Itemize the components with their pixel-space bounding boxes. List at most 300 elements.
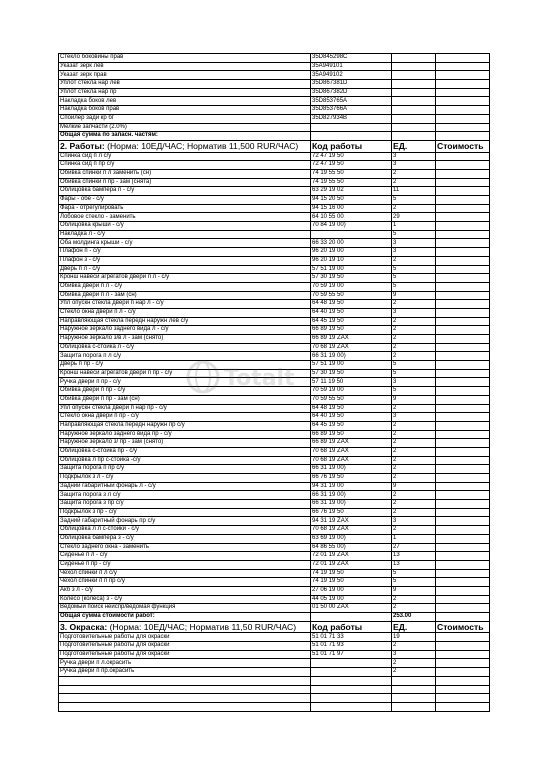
work-code-cell: 35D867381D bbox=[311, 80, 392, 89]
cost-cell bbox=[436, 161, 490, 170]
cost-cell bbox=[436, 62, 490, 71]
description-cell: Сиденье п л - с/у bbox=[59, 552, 311, 561]
work-code-cell: 94 15 20 50 bbox=[311, 196, 392, 205]
table-row bbox=[59, 526, 490, 535]
description-cell: Спинка сид п пр с/у bbox=[59, 161, 311, 170]
section-norm: (Норма: 10ЕД/ЧАС; Норматив 11,500 RUR/ЧАС) bbox=[104, 141, 299, 152]
units-cell: 11 bbox=[392, 187, 436, 196]
cost-cell bbox=[436, 114, 490, 123]
cost-cell bbox=[436, 282, 490, 291]
description-cell: Подкрылок з л - с/у bbox=[59, 474, 311, 483]
description-cell: Дверь п л - с/у bbox=[59, 265, 311, 274]
cost-cell bbox=[436, 230, 490, 239]
table-row bbox=[59, 604, 490, 613]
work-code-cell: 70 59 55 50 bbox=[311, 291, 392, 300]
cost-cell bbox=[436, 465, 490, 474]
estimate-table-body bbox=[59, 54, 490, 712]
description-cell: Колесо (колеса) з - с/у bbox=[59, 595, 311, 604]
total-row bbox=[59, 613, 490, 622]
description-cell: Ручка двери п пр - с/у bbox=[59, 378, 311, 387]
description-cell: Фары - обе - с/у bbox=[59, 196, 311, 205]
work-code-cell bbox=[311, 613, 392, 622]
work-code-cell: 70 68 19 ZAX bbox=[311, 447, 392, 456]
units-cell: 9 bbox=[392, 482, 436, 491]
cost-cell bbox=[436, 702, 490, 711]
cost-cell bbox=[436, 369, 490, 378]
work-code-cell: 51 01 71 33 bbox=[311, 633, 392, 642]
work-code-cell bbox=[311, 694, 392, 703]
description-cell: Упл опускн стекла двери п нар пр - с/у bbox=[59, 404, 311, 413]
units-cell bbox=[392, 54, 436, 63]
units-cell: 9 bbox=[392, 291, 436, 300]
table-row bbox=[59, 430, 490, 439]
description-cell: Облицовка бампера з - с/у bbox=[59, 534, 311, 543]
cost-cell bbox=[436, 196, 490, 205]
description-cell: Защита порога з л с/у bbox=[59, 491, 311, 500]
description-cell: Облицовка с-стойка л - с/у bbox=[59, 343, 311, 352]
work-code-cell: 72 47 19 50 bbox=[311, 152, 392, 161]
cost-cell bbox=[436, 71, 490, 80]
units-cell: 19 bbox=[392, 633, 436, 642]
description-cell: Задний габаритный фонарь л - с/у bbox=[59, 482, 311, 491]
units-cell: 5 bbox=[392, 578, 436, 587]
units-cell: 2 bbox=[392, 404, 436, 413]
work-code-cell: 66 89 19 ZAX bbox=[311, 335, 392, 344]
work-code-cell: 70 68 19 ZAX bbox=[311, 456, 392, 465]
table-row bbox=[59, 161, 490, 170]
units-cell: 3 bbox=[392, 413, 436, 422]
description-cell: Мелкие запчасти (2.0%) bbox=[59, 123, 311, 132]
cost-cell bbox=[436, 152, 490, 161]
work-code-cell bbox=[311, 668, 392, 677]
units-cell: 9 bbox=[392, 586, 436, 595]
description-cell: Чехол спинки п п пр с/у bbox=[59, 578, 311, 587]
table-row bbox=[59, 676, 490, 685]
table-row bbox=[59, 256, 490, 265]
units-cell bbox=[392, 97, 436, 106]
cost-cell bbox=[436, 456, 490, 465]
work-code-cell: 66 76 19 50 bbox=[311, 508, 392, 517]
table-row bbox=[59, 482, 490, 491]
cost-cell bbox=[436, 378, 490, 387]
table-row bbox=[59, 560, 490, 569]
cost-cell bbox=[436, 508, 490, 517]
units-cell: 5 bbox=[392, 369, 436, 378]
cost-cell bbox=[436, 97, 490, 106]
description-cell: Подготовительные работы для окраски bbox=[59, 650, 311, 659]
work-code-cell: 94 15 16 00 bbox=[311, 204, 392, 213]
units-cell bbox=[392, 71, 436, 80]
cost-cell bbox=[436, 560, 490, 569]
table-row bbox=[59, 196, 490, 205]
table-row bbox=[59, 595, 490, 604]
description-cell: Дверь п пр - с/у bbox=[59, 361, 311, 370]
work-code-cell: 57 30 19 50 bbox=[311, 274, 392, 283]
work-code-cell: 74 19 55 50 bbox=[311, 169, 392, 178]
table-row bbox=[59, 71, 490, 80]
cost-cell bbox=[436, 534, 490, 543]
cost-cell bbox=[436, 265, 490, 274]
cost-cell bbox=[436, 447, 490, 456]
description-cell: Обивка двери п л - с/у bbox=[59, 282, 311, 291]
table-row bbox=[59, 265, 490, 274]
description-cell: Облицовка л л с-стойки - с/у bbox=[59, 526, 311, 535]
work-code-cell: 64 86 55 00) bbox=[311, 543, 392, 552]
cost-cell bbox=[436, 300, 490, 309]
work-code-cell: 64 40 19 50 bbox=[311, 413, 392, 422]
cost-cell bbox=[436, 500, 490, 509]
units-cell: 2 bbox=[392, 439, 436, 448]
table-row bbox=[59, 404, 490, 413]
units-cell bbox=[392, 123, 436, 132]
table-row bbox=[59, 702, 490, 711]
table-row bbox=[59, 282, 490, 291]
work-code-cell: 35D867382D bbox=[311, 88, 392, 97]
work-code-cell: 70 84 19 00) bbox=[311, 222, 392, 231]
total-row bbox=[59, 132, 490, 141]
units-cell: 5 bbox=[392, 265, 436, 274]
work-code-cell: 44 05 19 00 bbox=[311, 595, 392, 604]
work-code-cell: 63 69 19 00) bbox=[311, 534, 392, 543]
description-cell: Общая сумма по запасн. частям: bbox=[59, 132, 311, 141]
description-cell: Уплот стекла нар пр bbox=[59, 88, 311, 97]
description-cell: Облицовка бампера п - с/у bbox=[59, 187, 311, 196]
table-row bbox=[59, 204, 490, 213]
units-cell: 2 bbox=[392, 491, 436, 500]
cost-cell bbox=[436, 613, 490, 622]
table-row bbox=[59, 361, 490, 370]
units-cell: 2 bbox=[392, 456, 436, 465]
units-cell: 5 bbox=[392, 274, 436, 283]
cost-cell bbox=[436, 361, 490, 370]
table-row bbox=[59, 343, 490, 352]
table-row bbox=[59, 642, 490, 651]
cost-cell bbox=[436, 668, 490, 677]
work-code-cell: 35D853766A bbox=[311, 106, 392, 115]
table-row bbox=[59, 552, 490, 561]
estimate-table bbox=[58, 53, 490, 712]
cost-cell bbox=[436, 569, 490, 578]
work-code-cell bbox=[311, 123, 392, 132]
units-cell bbox=[392, 80, 436, 89]
table-row bbox=[59, 474, 490, 483]
units-cell: 5 bbox=[392, 230, 436, 239]
description-cell: Чехол спинки п л с/у bbox=[59, 569, 311, 578]
table-row bbox=[59, 650, 490, 659]
cost-cell bbox=[436, 132, 490, 141]
table-row bbox=[59, 500, 490, 509]
table-row bbox=[59, 395, 490, 404]
units-cell: 9 bbox=[392, 395, 436, 404]
units-cell: 5 bbox=[392, 361, 436, 370]
work-code-cell bbox=[311, 659, 392, 668]
cost-cell bbox=[436, 642, 490, 651]
work-code-cell: 01 50 00 ZAX bbox=[311, 604, 392, 613]
work-code-cell: 96 20 19 00 bbox=[311, 248, 392, 257]
description-cell bbox=[59, 140, 311, 152]
work-code-cell: 70 59 19 00 bbox=[311, 282, 392, 291]
work-code-cell: 35D827934B bbox=[311, 114, 392, 123]
work-code-cell: 70 68 19 ZAX bbox=[311, 343, 392, 352]
section-title: 3. Окраска: bbox=[60, 622, 108, 633]
work-code-cell: 64 48 19 50 bbox=[311, 300, 392, 309]
units-cell: 3 bbox=[392, 378, 436, 387]
table-row bbox=[59, 114, 490, 123]
description-cell: Стекло окна двери п пр - с/у bbox=[59, 413, 311, 422]
description-cell: Обивка спинки п л заменить (сн) bbox=[59, 169, 311, 178]
units-cell: 2 bbox=[392, 659, 436, 668]
units-cell bbox=[392, 702, 436, 711]
units-cell: 5 bbox=[392, 282, 436, 291]
description-cell: Наружное зеркало заднего вида пр - с/у bbox=[59, 430, 311, 439]
work-code-cell bbox=[311, 685, 392, 694]
cost-cell bbox=[436, 595, 490, 604]
table-row bbox=[59, 62, 490, 71]
description-cell: Стекло окна двери п л - с/у bbox=[59, 308, 311, 317]
description-cell: Наружное зеркало заднего вида л - с/у bbox=[59, 326, 311, 335]
units-cell: 3 bbox=[392, 308, 436, 317]
description-cell: Уплот стекла нар лев bbox=[59, 80, 311, 89]
units-cell: 2 bbox=[392, 668, 436, 677]
description-cell: Ведомый поиск неиспр/ведомая функция bbox=[59, 604, 311, 613]
cost-cell bbox=[436, 659, 490, 668]
table-row bbox=[59, 456, 490, 465]
units-cell: 2 bbox=[392, 526, 436, 535]
work-code-cell: 72 47 19 50 bbox=[311, 161, 392, 170]
units-cell: 5 bbox=[392, 569, 436, 578]
work-code-cell: 57 30 19 50 bbox=[311, 369, 392, 378]
work-code-cell: 51 01 71 97 bbox=[311, 650, 392, 659]
cost-cell bbox=[436, 352, 490, 361]
table-row bbox=[59, 369, 490, 378]
work-code-cell: 66 31 19 00) bbox=[311, 352, 392, 361]
cost-cell bbox=[436, 239, 490, 248]
cost-cell bbox=[436, 633, 490, 642]
description-cell: Общая сумма стоимости работ: bbox=[59, 613, 311, 622]
description-cell bbox=[59, 621, 311, 633]
watermark-text: Totalt bbox=[224, 366, 295, 391]
cost-cell bbox=[436, 88, 490, 97]
description-cell: Обивка спинки п пр - зам (снята) bbox=[59, 178, 311, 187]
table-row bbox=[59, 586, 490, 595]
cost-cell bbox=[436, 123, 490, 132]
work-code-cell: 66 31 19 00) bbox=[311, 491, 392, 500]
cost-cell bbox=[436, 491, 490, 500]
work-code-cell bbox=[311, 132, 392, 141]
table-row bbox=[59, 308, 490, 317]
description-cell: Указат зерк прав bbox=[59, 71, 311, 80]
description-cell: Спинка сид п л с/у bbox=[59, 152, 311, 161]
cost-cell bbox=[436, 604, 490, 613]
description-cell: Облицовка л пр с-стойка -с/у bbox=[59, 456, 311, 465]
cost-cell bbox=[436, 526, 490, 535]
units-cell: 3 bbox=[392, 161, 436, 170]
cost-cell bbox=[436, 430, 490, 439]
work-code-cell bbox=[311, 702, 392, 711]
description-cell: Обивка двери п пр - зам (сн) bbox=[59, 395, 311, 404]
units-cell: 2 bbox=[392, 642, 436, 651]
section-title: 2. Работы: bbox=[60, 141, 105, 152]
table-row bbox=[59, 659, 490, 668]
description-cell bbox=[59, 685, 311, 694]
description-cell: Накладка боков лев bbox=[59, 97, 311, 106]
description-cell: Стекло боковины прав bbox=[59, 54, 311, 63]
description-cell: Задний габаритный фонарь пр с/у bbox=[59, 517, 311, 526]
cost-cell bbox=[436, 439, 490, 448]
work-code-cell: 66 89 19 50 bbox=[311, 430, 392, 439]
units-cell: ЕД. bbox=[392, 140, 436, 152]
work-code-cell: 72 01 19 ZAX bbox=[311, 560, 392, 569]
table-row bbox=[59, 387, 490, 396]
units-cell: 2 bbox=[392, 317, 436, 326]
work-code-cell: 35D845298C bbox=[311, 54, 392, 63]
description-cell bbox=[59, 676, 311, 685]
description-cell: Облицовка с-стойка пр - с/у bbox=[59, 447, 311, 456]
table-row bbox=[59, 178, 490, 187]
units-cell: 1 bbox=[392, 534, 436, 543]
cost-cell bbox=[436, 404, 490, 413]
work-code-cell: 66 31 19 00) bbox=[311, 465, 392, 474]
table-row bbox=[59, 335, 490, 344]
cost-cell bbox=[436, 517, 490, 526]
cost-cell bbox=[436, 413, 490, 422]
work-code-cell: 64 10 55 00 bbox=[311, 213, 392, 222]
table-row bbox=[59, 230, 490, 239]
table-row bbox=[59, 491, 490, 500]
table-row bbox=[59, 508, 490, 517]
work-code-cell: 94 31 19 00 bbox=[311, 482, 392, 491]
description-cell: Плафон з - с/у bbox=[59, 256, 311, 265]
table-row bbox=[59, 222, 490, 231]
cost-cell bbox=[436, 578, 490, 587]
units-cell: 2 bbox=[392, 447, 436, 456]
table-row bbox=[59, 447, 490, 456]
cost-cell bbox=[436, 676, 490, 685]
description-cell: Ручка двери п пр.окрасить bbox=[59, 668, 311, 677]
cost-cell bbox=[436, 256, 490, 265]
table-row bbox=[59, 569, 490, 578]
units-cell: 2 bbox=[392, 508, 436, 517]
table-row bbox=[59, 517, 490, 526]
units-cell bbox=[392, 694, 436, 703]
table-row bbox=[59, 534, 490, 543]
table-row bbox=[59, 694, 490, 703]
work-code-cell: 72 01 19 ZAX bbox=[311, 552, 392, 561]
table-row bbox=[59, 106, 490, 115]
description-cell: Защита порога з пр с/у bbox=[59, 500, 311, 509]
cost-cell bbox=[436, 106, 490, 115]
cost-cell bbox=[436, 543, 490, 552]
units-cell: 2 bbox=[392, 595, 436, 604]
work-code-cell: 94 31 19 ZAX bbox=[311, 517, 392, 526]
units-cell: 3 bbox=[392, 517, 436, 526]
work-code-cell: 74 19 55 50 bbox=[311, 178, 392, 187]
description-cell: Подготовительные работы для окраски bbox=[59, 642, 311, 651]
units-cell: 2 bbox=[392, 178, 436, 187]
work-code-cell: 27 06 19 00 bbox=[311, 586, 392, 595]
cost-cell bbox=[436, 685, 490, 694]
table-row bbox=[59, 378, 490, 387]
table-row bbox=[59, 274, 490, 283]
cost-cell bbox=[436, 326, 490, 335]
units-cell bbox=[392, 106, 436, 115]
work-code-cell: 66 89 19 50 bbox=[311, 326, 392, 335]
table-row bbox=[59, 123, 490, 132]
cost-cell bbox=[436, 222, 490, 231]
work-code-cell: 66 76 19 50 bbox=[311, 474, 392, 483]
units-cell: 2 bbox=[392, 326, 436, 335]
work-code-cell: Код работы bbox=[311, 140, 392, 152]
cost-cell bbox=[436, 335, 490, 344]
work-code-cell: 35A949102 bbox=[311, 71, 392, 80]
description-cell: Обивка двери п л - зам (сн) bbox=[59, 291, 311, 300]
units-cell: 5 bbox=[392, 387, 436, 396]
work-code-cell bbox=[311, 676, 392, 685]
description-cell: Облицовка крыши - с/у bbox=[59, 222, 311, 231]
cost-cell: Стоимость bbox=[436, 140, 490, 152]
units-cell: 2 bbox=[392, 604, 436, 613]
table-row bbox=[59, 465, 490, 474]
table-row bbox=[59, 300, 490, 309]
units-cell: 3 bbox=[392, 650, 436, 659]
table-row bbox=[59, 326, 490, 335]
table-row bbox=[59, 633, 490, 642]
units-cell: 5 bbox=[392, 196, 436, 205]
description-cell: Накладка боков прав bbox=[59, 106, 311, 115]
table-row bbox=[59, 439, 490, 448]
cost-cell bbox=[436, 482, 490, 491]
description-cell: Сиденье п пр - с/у bbox=[59, 560, 311, 569]
work-code-cell: 57 51 19 00 bbox=[311, 361, 392, 370]
units-cell bbox=[392, 685, 436, 694]
cost-cell: Стоимость bbox=[436, 621, 490, 633]
units-cell: 2 bbox=[392, 335, 436, 344]
table-row bbox=[59, 421, 490, 430]
description-cell: Наружное зеркало з/ пр - зам (снято) bbox=[59, 439, 311, 448]
units-cell: 2 bbox=[392, 352, 436, 361]
description-cell: Направляющая стекла передн наружн пр с/у bbox=[59, 421, 311, 430]
units-cell: 3 bbox=[392, 152, 436, 161]
cost-cell bbox=[436, 204, 490, 213]
table-row bbox=[59, 213, 490, 222]
units-cell: 29 bbox=[392, 213, 436, 222]
table-row bbox=[59, 88, 490, 97]
description-cell: Лобовое стекло - заменить bbox=[59, 213, 311, 222]
cost-cell bbox=[436, 474, 490, 483]
table-row bbox=[59, 291, 490, 300]
description-cell: Указат зерк лев bbox=[59, 62, 311, 71]
table-row bbox=[59, 352, 490, 361]
units-cell: 2 bbox=[392, 300, 436, 309]
work-code-cell: 64 45 19 50 bbox=[311, 421, 392, 430]
work-code-cell: 64 40 19 50 bbox=[311, 308, 392, 317]
description-cell: Стекло заднего окна - заменить bbox=[59, 543, 311, 552]
table-row bbox=[59, 668, 490, 677]
work-code-cell: 66 89 19 ZAX bbox=[311, 439, 392, 448]
units-cell: 2 bbox=[392, 500, 436, 509]
description-cell: Оба молдинга крыши - с/у bbox=[59, 239, 311, 248]
table-row bbox=[59, 543, 490, 552]
units-cell: 13 bbox=[392, 560, 436, 569]
work-code-cell: 63 29 19 02 bbox=[311, 187, 392, 196]
table-row bbox=[59, 54, 490, 63]
table-row bbox=[59, 578, 490, 587]
cost-cell bbox=[436, 586, 490, 595]
section-norm: (Норма: 10ЕД/ЧАС; Норматив 11,50 RUR/ЧАС) bbox=[107, 622, 297, 633]
units-cell: 1 bbox=[392, 222, 436, 231]
work-code-cell: Код работы bbox=[311, 621, 392, 633]
work-code-cell: 64 45 19 50 bbox=[311, 317, 392, 326]
